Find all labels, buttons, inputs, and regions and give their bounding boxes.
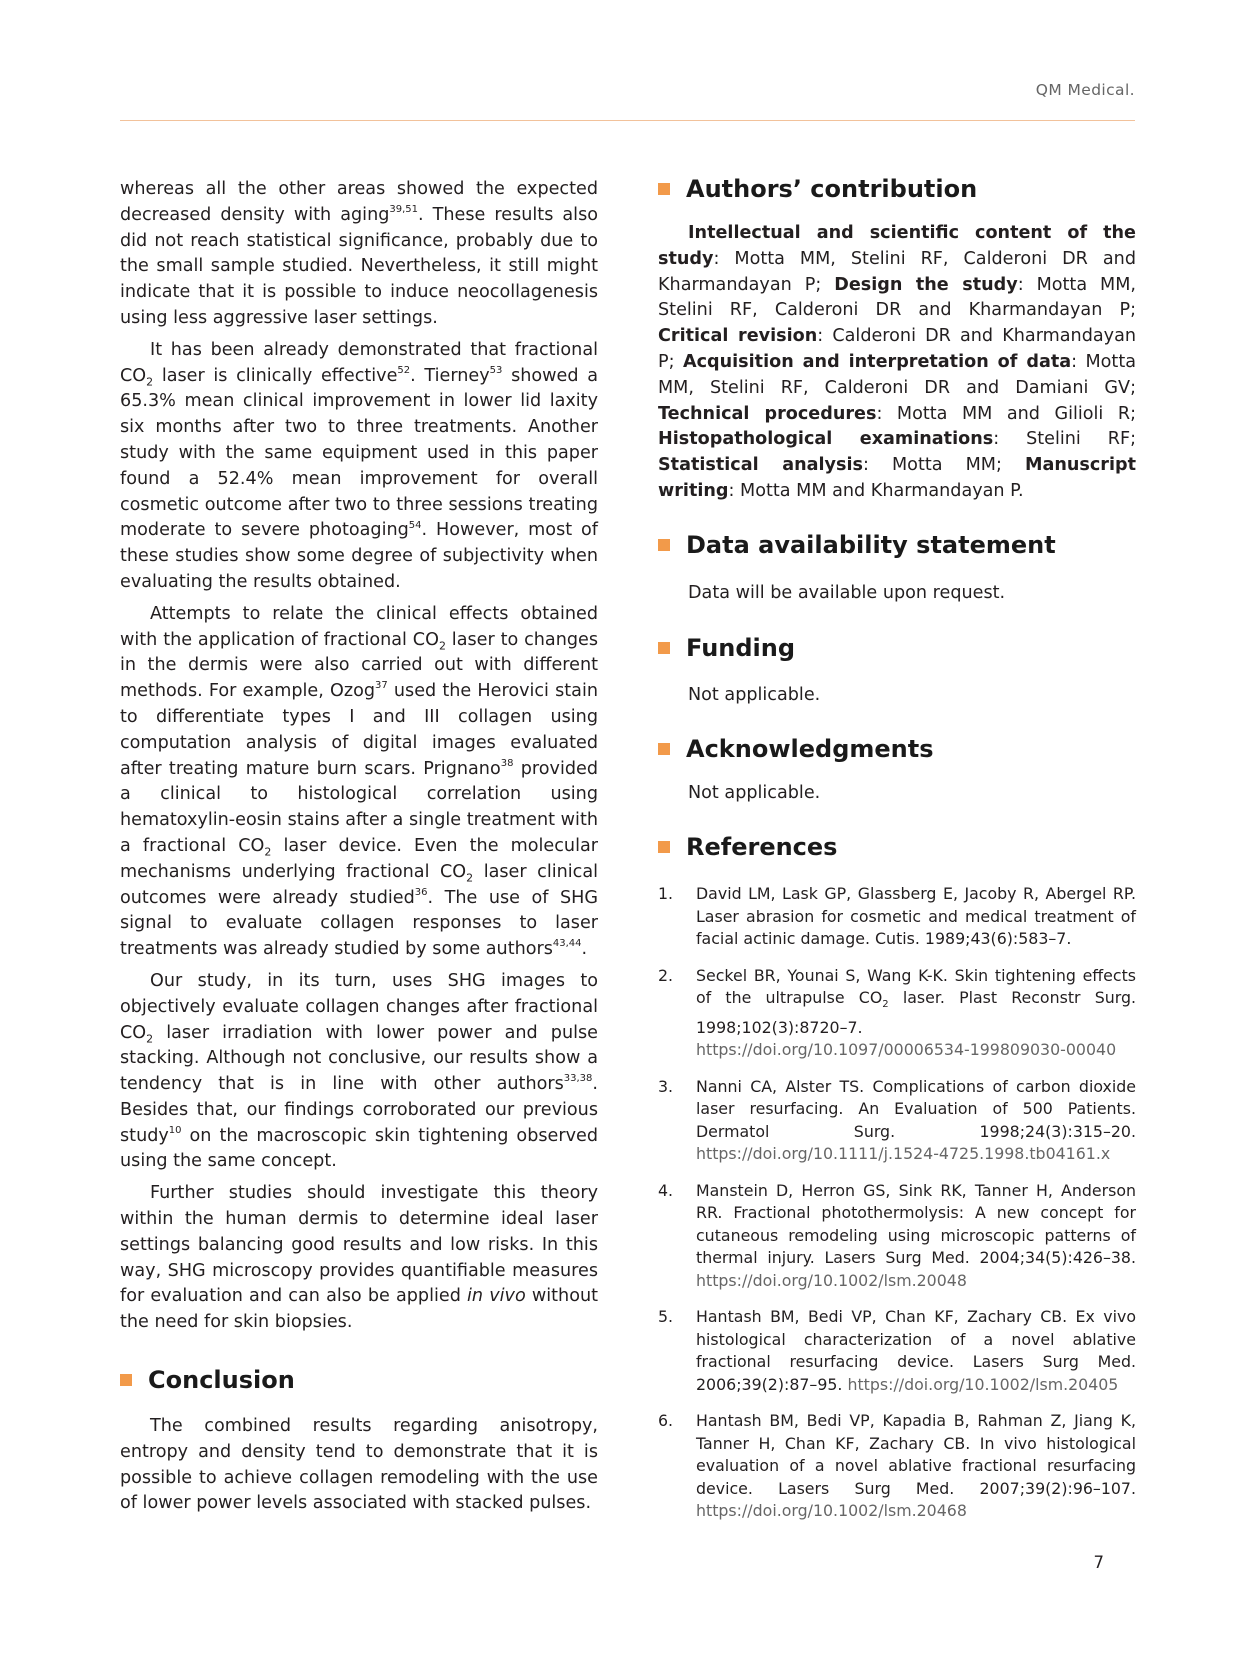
section-title: Acknowledgments — [686, 735, 934, 764]
section-bullet-icon — [658, 539, 670, 551]
reference-number: 1. — [658, 884, 674, 904]
section-bullet-icon — [120, 1374, 132, 1386]
section-heading-data-availability — [658, 531, 1136, 559]
left-column — [120, 177, 598, 1523]
section-heading-acknowledgments — [658, 735, 1136, 763]
reference-text: Hantash BM, Bedi VP, Chan KF, Zachary CB. Ex vivo histological characterization of a novel ablative fractional resurfacing device. Lasers Surg Med. 2006;39(2):87–95. https://doi.org/10.1002/lsm.20405 — [696, 1307, 1136, 1394]
reference-number: 5. — [658, 1307, 674, 1327]
paragraph: It has been already demonstrated that fractional $CO_2$ laser is clinically effective$^{52}$. Tierney$^{53}$ showed a 65.3% mean clinical improvement in lower lid laxity six months after two to three treatments. Another study with the same equipment used in this paper found a 52.4% mean improvement for overall cosmetic outcome after two to three sessions treating moderate to severe photoaging$^{54}$. However, most of these studies show some degree of subjectivity when evaluating the results obtained. — [120, 339, 598, 592]
section-title: Conclusion — [148, 1366, 295, 1395]
section-heading-conclusion — [120, 1366, 598, 1394]
paragraph: Attempts to relate the clinical effects obtained with the application of fractional $CO_2$ laser to changes in the dermis were also carried out with different methods. For example, Ozog$^{37}$ used the Herovici stain to differentiate types I and III collagen using computation analysis of digital images evaluated after treating mature burn scars. Prignano$^{38}$ provided a clinical to histological correlation using hematoxylin-eosin stains after a single treatment with a fractional $CO_2$ laser device. Even the molecular mechanisms underlying fractional $CO_2$ laser clinical outcomes were already studied$^{36}$. The use of SHG signal to evaluate collagen responses to laser treatments was already studied by some authors$^{43,44}$. — [120, 603, 599, 960]
reference-item — [658, 1180, 1136, 1293]
section-heading-funding — [658, 634, 1136, 662]
running-head: QM Medical. — [1035, 81, 1135, 99]
doi-link[interactable]: https://doi.org/10.1111/j.1524-4725.1998.tb04161.x — [696, 1144, 1111, 1164]
reference-number: 2. — [658, 965, 674, 985]
reference-item — [658, 883, 1136, 951]
section-title: Data availability statement — [686, 530, 1056, 559]
conclusion-text: The combined results regarding anisotropy, entropy and density tend to demonstrate that it is possible to achieve collagen remodeling with the use of lower power levels associated with stacked pulses. — [120, 1416, 598, 1514]
reference-text: Hantash BM, Bedi VP, Kapadia B, Rahman Z, Jiang K, Tanner H, Chan KF, Zachary CB. In vivo histological evaluation of a novel ablative fractional resurfacing device. Lasers Surg Med. 2007;39(2):96–107. https://doi.org/10.1002/lsm.20468 — [696, 1411, 1136, 1521]
section-heading-contrib — [658, 175, 1136, 203]
reference-text: Manstein D, Herron GS, Sink RK, Tanner H, Anderson RR. Fractional photothermolysis: A new concept for cutaneous remodeling using microscopic patterns of thermal injury. Lasers Surg Med. 2004;34(5):426–38. https://doi.org/10.1002/lsm.20048 — [696, 1180, 1136, 1290]
reference-item — [658, 965, 1136, 1062]
reference-number: 3. — [658, 1076, 674, 1096]
contribution-text: Intellectual and scientific content of the study: Motta MM, Stelini RF, Calderoni DR and Kharmandayan P; Design the study: Motta MM, Stelini RF, Calderoni DR and Kharmandayan P; Critical revision: Calderoni DR and Kharmandayan P; Acquisition and interpretation of data: Motta MM, Stelini RF, Calderoni DR and Damiani GV; Technical procedures: Motta MM and Gilioli R; Histopathological examinations: Stelini RF; Statistical analysis: Motta MM; Manuscript writing: Motta MM and Kharmandayan P. — [658, 223, 1137, 501]
reference-text: Nanni CA, Alster TS. Complications of carbon dioxide laser resurfacing. An Evaluation of 500 Patients. Dermatol Surg. 1998;24(3):315–20. https://doi.org/10.1111/j.1524-4725.1998.tb04161.x — [696, 1076, 1136, 1164]
section-bullet-icon — [658, 743, 670, 755]
section-bullet-icon — [658, 183, 670, 195]
section-title: Funding — [686, 633, 796, 662]
reference-item — [658, 1306, 1136, 1396]
doi-link[interactable]: https://doi.org/10.1002/lsm.20048 — [696, 1270, 967, 1290]
doi-link[interactable]: https://doi.org/10.1002/lsm.20405 — [847, 1374, 1119, 1394]
header-rule — [120, 120, 1135, 121]
section-bullet-icon — [658, 841, 670, 853]
reference-item — [658, 1410, 1136, 1523]
reference-item — [658, 1076, 1136, 1166]
paragraph: Further studies should investigate this theory within the human dermis to determine ideal laser settings balancing good results and low risks. In this way, SHG microscopy provides quantifiable measures for evaluation and can also be applied in vivo without the need for skin biopsies. — [120, 1183, 599, 1333]
reference-number: 6. — [658, 1411, 674, 1431]
reference-text: Seckel BR, Younai S, Wang K-K. Skin tightening effects of the ultrapulse $CO_2$ laser. Plast Reconstr Surg. 1998;102(3):8720–7. https://doi.org/10.1097/00006534-199809030-00040 — [696, 965, 1137, 1060]
data-availability-text: Data will be available upon request. — [688, 582, 1006, 603]
section-title: Authors’ contribution — [686, 175, 978, 203]
page-number: 7 — [1093, 1553, 1104, 1572]
doi-link[interactable]: https://doi.org/10.1002/lsm.20468 — [696, 1501, 967, 1521]
funding-text: Not applicable. — [688, 684, 821, 705]
reference-list — [658, 883, 1136, 1523]
section-heading-references — [658, 833, 1136, 861]
paragraph: whereas all the other areas showed the expected decreased density with aging$^{39,51}$. These results also did not reach statistical significance, probably due to the small sample studied. Nevertheless, it still might indicate that it is possible to induce neocollagenesis using less aggressive laser settings. — [120, 179, 598, 328]
right-column — [658, 177, 1136, 1537]
section-title: References — [686, 833, 838, 862]
reference-number: 4. — [658, 1180, 674, 1200]
section-bullet-icon — [658, 642, 670, 654]
acknowledgments-text: Not applicable. — [688, 783, 821, 804]
reference-text: David LM, Lask GP, Glassberg E, Jacoby R, Abergel RP. Laser abrasion for cosmetic and medical treatment of facial actinic damage. Cutis. 1989;43(6):583–7. — [696, 884, 1136, 949]
doi-link[interactable]: https://doi.org/10.1097/00006534-199809030-00040 — [696, 1040, 1117, 1060]
paragraph: Our study, in its turn, uses SHG images to objectively evaluate collagen changes after fractional $CO_2$ laser irradiation with lower power and pulse stacking. Although not conclusive, our results show a tendency that is in line with other authors$^{33,38}$. Besides that, our findings corroborated our previous study$^{10}$ on the macroscopic skin tightening observed using the same concept. — [120, 970, 598, 1172]
